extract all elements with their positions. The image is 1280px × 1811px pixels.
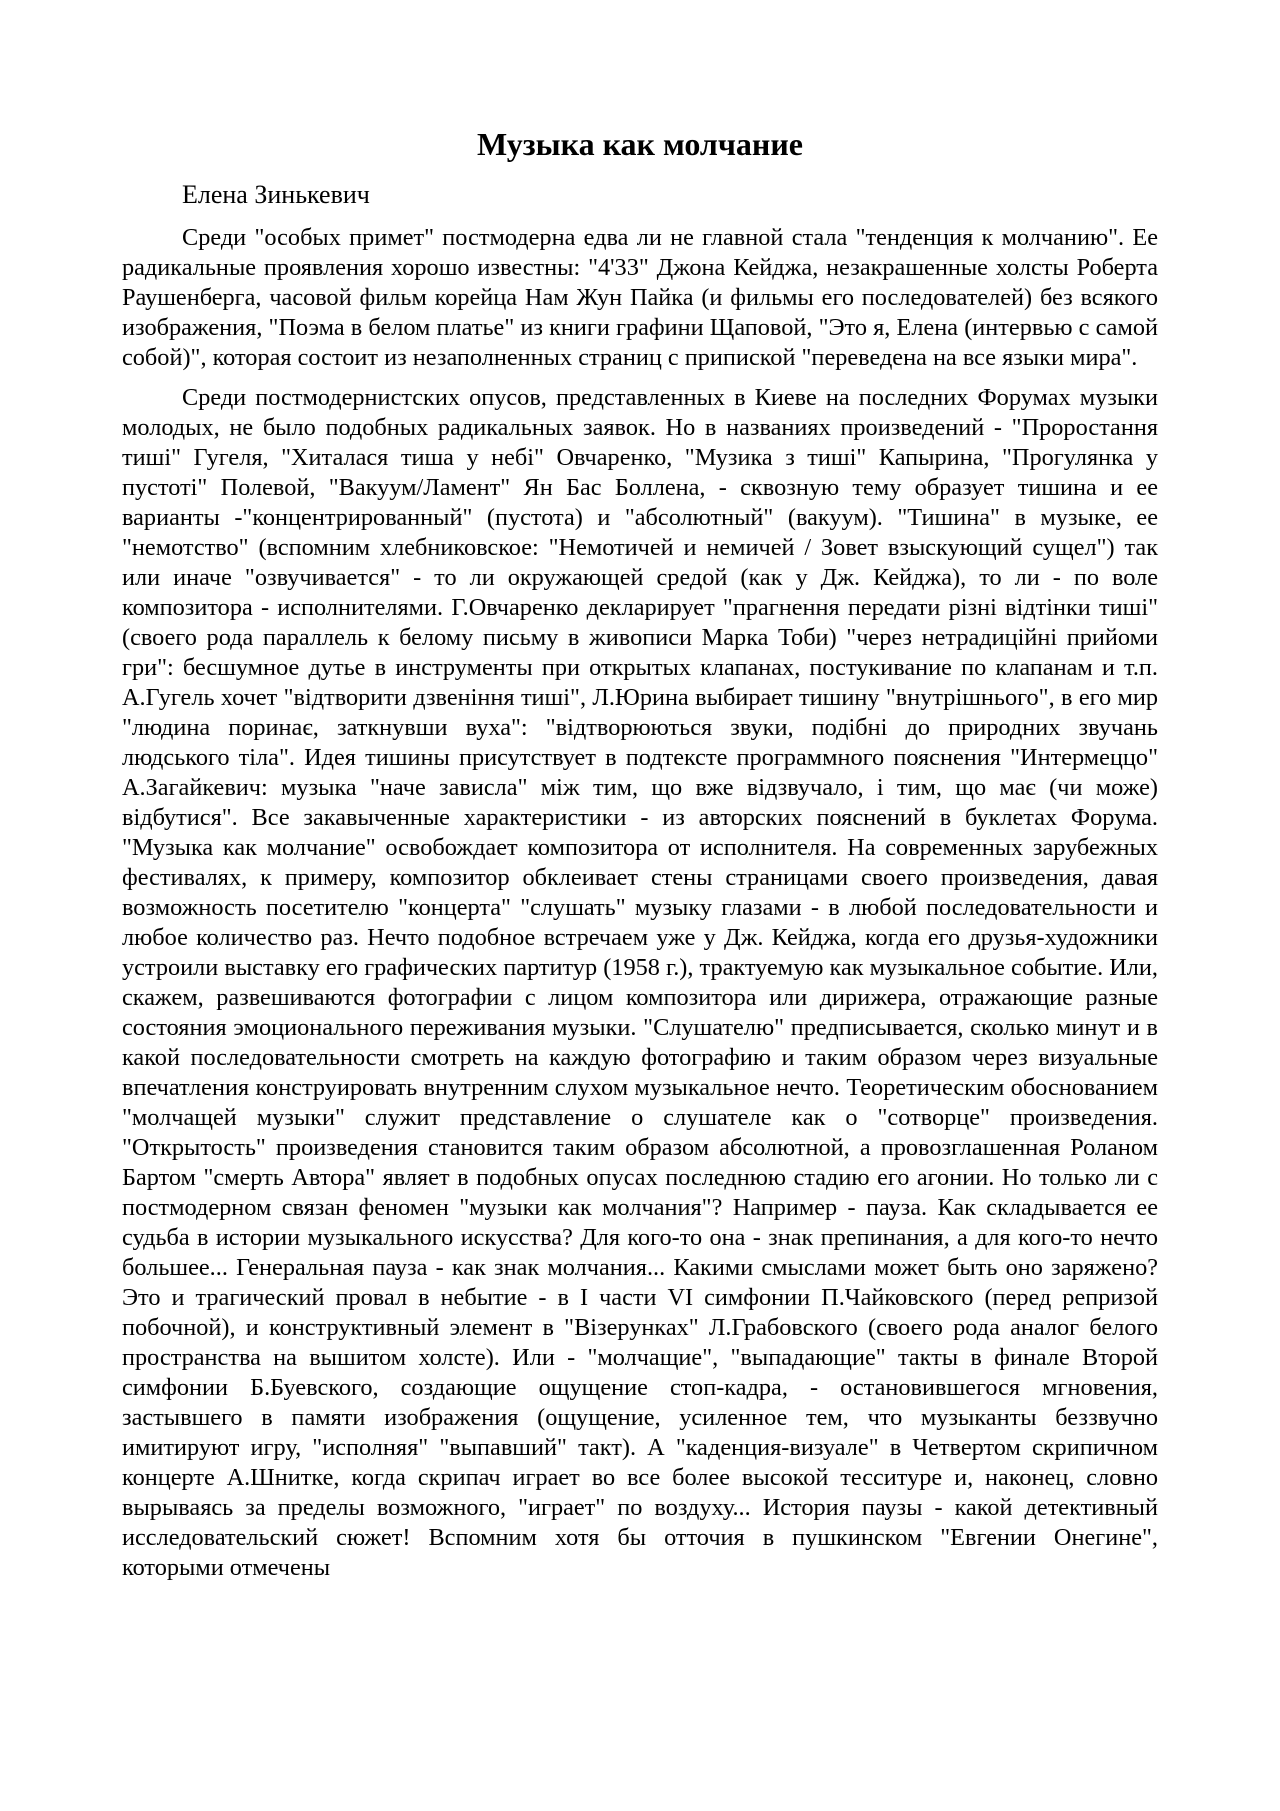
article-body [122, 223, 1158, 1583]
paragraph-1: Среди "особых примет" постмодерна едва ли не главной стала "тенденция к молчанию". Ее радикальные проявления хорошо известны: "4'33" Джона Кейджа, незакрашенные холсты Роберта Раушенберга, часовой фильм корейца Нам Жун Пайка (и фильмы его последователей) без всякого изображения, "Поэма в белом платье" из книги графини Щаповой, "Это я, Елена (интервью с самой собой)", которая состоит из незаполненных страниц с припиской "переведена на все языки мира". [122, 224, 1158, 371]
article-title: Музыка как молчание [477, 126, 803, 162]
article-author: Елена Зинькевич [182, 180, 370, 209]
paragraph-2: Среди постмодернистских опусов, представленных в Киеве на последних Форумах музыки молодых, не было подобных радикальных заявок. Но в названиях произведений - "Проростання тиші" Гугеля, "Хиталася тиша у небі" Овчаренко, "Музика з тиші" Капырина, "Прогулянка у пустоті" Полевой, "Вакуум/Ламент" Ян Бас Боллена, - сквозную тему образует тишина и ее варианты -"концентрированный" (пустота) и "абсолютный" (вакуум). "Тишина" в музыке, ее "немотство" (вспомним хлебниковское: "Немотичей и немичей / Зовет взыскующий сущел") так или иначе "озвучивается" - то ли окружающей средой (как у Дж. Кейджа), то ли - по воле композитора - исполнителями. Г.Овчаренко декларирует "прагнення передати різні відтінки тиші" (своего рода параллель к белому письму в живописи Марка Тоби) "через нетрадиційні прийоми гри": бесшумное дутье в инструменты при открытых клапанах, постукивание по клапанам и т.п. А.Гугель хочет "відтворити дзвеніння тиші", Л.Юрина выбирает тишину "внутрішнього", в его мир "людина поринає, заткнувши вуха": "відтворюються звуки, подібні до природних звучань людського тіла". Идея тишины присутствует в подтексте программного пояснения "Интермеццо" А.Загайкевич: музыка "наче зависла" між тим, що вже відзвучало, і тим, що має (чи може) відбутися". Все закавыченные характеристики - из авторских пояснений в буклетах Форума. "Музыка как молчание" освобождает композитора от исполнителя. На современных зарубежных фестивалях, к примеру, композитор обклеивает стены страницами своего произведения, давая возможность посетителю "концерта" "слушать" музыку глазами - в любой последовательности и любое количество раз. Нечто подобное встречаем уже у Дж. Кейджа, когда его друзья-художники устроили выставку его графических партитур (1958 г.), трактуемую как музыкальное событие. Или, скажем, развешиваются фотографии с лицом композитора или дирижера, отражающие разные состояния эмоционального переживания музыки. "Слушателю" предписывается, сколько минут и в какой последовательности смотреть на каждую фотографию и таким образом через визуальные впечатления конструировать внутренним слухом музыкальное нечто. Теоретическим обоснованием "молчащей музыки" служит представление о слушателе как о "сотворце" произведения. "Открытость" произведения становится таким образом абсолютной, а провозглашенная Роланом Бартом "смерть Автора" являет в подобных опусах последнюю стадию его агонии. Но только ли с постмодерном связан феномен "музыки как молчания"? Например - пауза. Как складывается ее судьба в истории музыкального искусства? Для кого-то она - знак препинания, а для кого-то нечто большее... Генеральная пауза - как знак молчания... Какими смыслами может быть оно заряжено? Это и трагический провал в небытие - в I части VI симфонии П.Чайковского (перед репризой побочной), и конструктивный элемент в "Візерунках" Л.Грабовского (своего рода аналог белого пространства на вышитом холсте). Или - "молчащие", "выпадающие" такты в финале Второй симфонии Б.Буевского, создающие ощущение стоп-кадра, - остановившегося мгновения, застывшего в памяти изображения (ощущение, усиленное тем, что музыканты беззвучно имитируют игру, "исполняя" "выпавший" такт). А "каденция-визуале" в Четвертом скрипичном концерте А.Шнитке, когда скрипач играет во все более высокой тесситуре и, наконец, словно вырываясь за пределы возможного, "играет" по воздуху... История паузы - какой детективный исследовательский сюжет! Вспомним хотя бы отточия в пушкинском "Евгении Онегине", которыми отмечены [122, 384, 1158, 1581]
